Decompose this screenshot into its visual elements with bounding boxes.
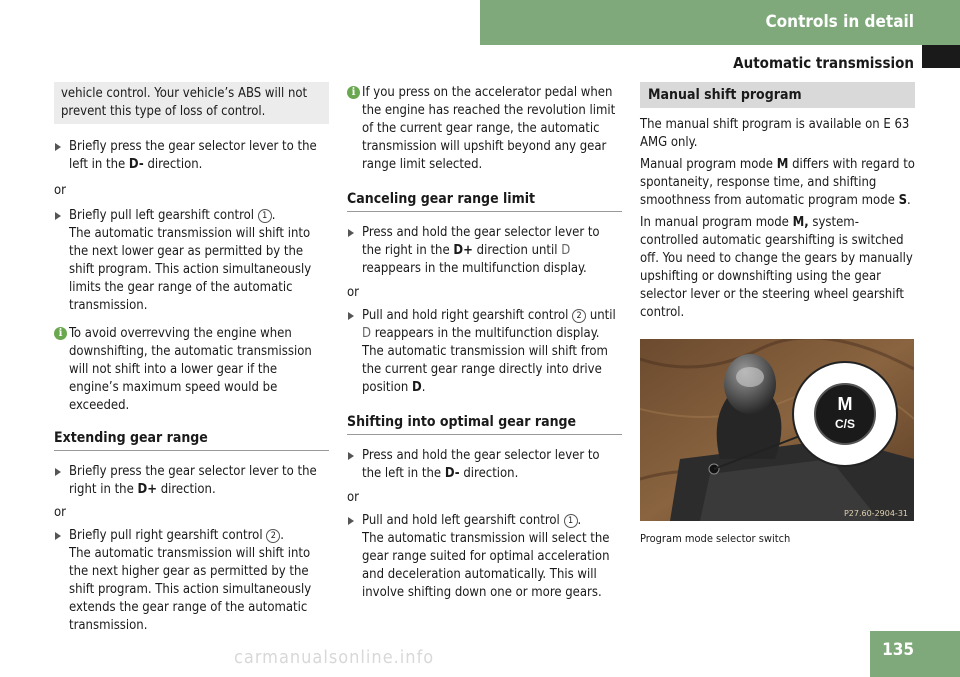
bullet-arrow-icon: [348, 517, 354, 525]
bullet-arrow-icon: [55, 468, 61, 476]
info-note: i To avoid overrevving the engine when downshifting, the automatic transmission will not shift into a lower gear if the engine’s maximum speed would be exceeded.: [54, 325, 329, 415]
instruction-step: Pull and hold left gearshift control 1 .: [347, 512, 622, 530]
paragraph: Manual program mode M differs with regard to spontaneity, response time, and shifting smoothness from automatic program mode S.: [640, 157, 915, 208]
section-title: Controls in detail: [765, 12, 914, 32]
section-heading: Extending gear range: [54, 429, 329, 451]
bullet-arrow-icon: [55, 532, 61, 540]
instruction-step: Press and hold the gear selector lever to the left in the D- direction.: [347, 447, 622, 483]
paragraph: In manual program mode M, system-controlled automatic gearshifting is switched off. You need to change the gears by manually upshifting or downshifting using the gear selector lever or the steering wheel gearshift control.: [640, 215, 913, 320]
display-symbol-icon: D: [561, 243, 571, 258]
info-icon: i: [347, 86, 360, 99]
callout-number-icon: 1: [258, 209, 272, 223]
callout-number-icon: 1: [564, 514, 578, 528]
callout-number-icon: 2: [266, 529, 280, 543]
section-heading: Shifting into optimal gear range: [347, 413, 622, 435]
subsection-title: Automatic transmission: [733, 54, 914, 72]
section-heading-bar: Manual shift program: [640, 82, 915, 108]
instruction-step: Press and hold the gear selector lever to the right in the D+ direction until D reappears in the multifunction display.: [347, 224, 622, 278]
callout-number-icon: 2: [572, 309, 586, 323]
photo-code: P27.60-2904-31: [843, 509, 908, 518]
section-heading: Canceling gear range limit: [347, 190, 622, 212]
bullet-arrow-icon: [348, 452, 354, 460]
column-1: [54, 82, 329, 635]
watermark: carmanualsonline.info: [234, 647, 435, 668]
photo-caption: Program mode selector switch: [640, 532, 791, 545]
instruction-step: Pull and hold right gearshift control 2 until D reappears in the multifunction display.: [347, 307, 622, 343]
header-tab-marker: [922, 45, 960, 68]
column-3: [640, 82, 915, 322]
page-number: 135: [882, 640, 914, 660]
instruction-step: Briefly pull right gearshift control 2 .: [54, 527, 329, 545]
box-text: vehicle control. Your vehicle’s ABS will not prevent this type of loss of control.: [61, 86, 308, 119]
continued-box: [54, 82, 329, 124]
step-result: The automatic transmission will shift into the next lower gear as permitted by the shift program. This action simultaneously limits the gear range of the automatic transmission.: [69, 226, 312, 313]
step-result: The automatic transmission will select the gear range suited for optimal acceleration and deceleration automatically. This will involve shifting down one or more gears.: [362, 531, 610, 600]
step-result: The automatic transmission will shift from the current gear range directly into drive position D.: [362, 344, 608, 395]
bullet-arrow-icon: [55, 212, 61, 220]
display-symbol-icon: D: [362, 326, 372, 341]
bullet-arrow-icon: [55, 143, 61, 151]
instruction-step: Briefly pull left gearshift control 1 .: [54, 207, 329, 225]
or-text: or: [347, 285, 359, 300]
column-2: [347, 84, 622, 602]
or-text: or: [54, 183, 66, 198]
instruction-step: Briefly press the gear selector lever to the left in the D- direction.: [54, 138, 329, 174]
info-icon: i: [54, 327, 67, 340]
mode-button-bottom-label: C/S: [834, 417, 856, 431]
paragraph: The manual shift program is available on E 63 AMG only.: [640, 117, 910, 150]
page-number-tab: [870, 631, 960, 677]
bullet-arrow-icon: [348, 229, 354, 237]
info-note: i If you press on the accelerator pedal when the engine has reached the revolution limit of the current gear range, the automatic transmission will upshift beyond any gear range limit selected.: [347, 84, 622, 174]
mode-button-top-label: M: [837, 394, 853, 414]
bullet-arrow-icon: [348, 312, 354, 320]
gear-selector-photo: [640, 339, 914, 521]
step-result: The automatic transmission will shift into the next higher gear as permitted by the shift program. This action simultaneously extends the gear range of the automatic transmission.: [69, 546, 312, 633]
or-text: or: [54, 505, 66, 520]
instruction-step: Briefly press the gear selector lever to the right in the D+ direction.: [54, 463, 329, 499]
or-text: or: [347, 490, 359, 505]
